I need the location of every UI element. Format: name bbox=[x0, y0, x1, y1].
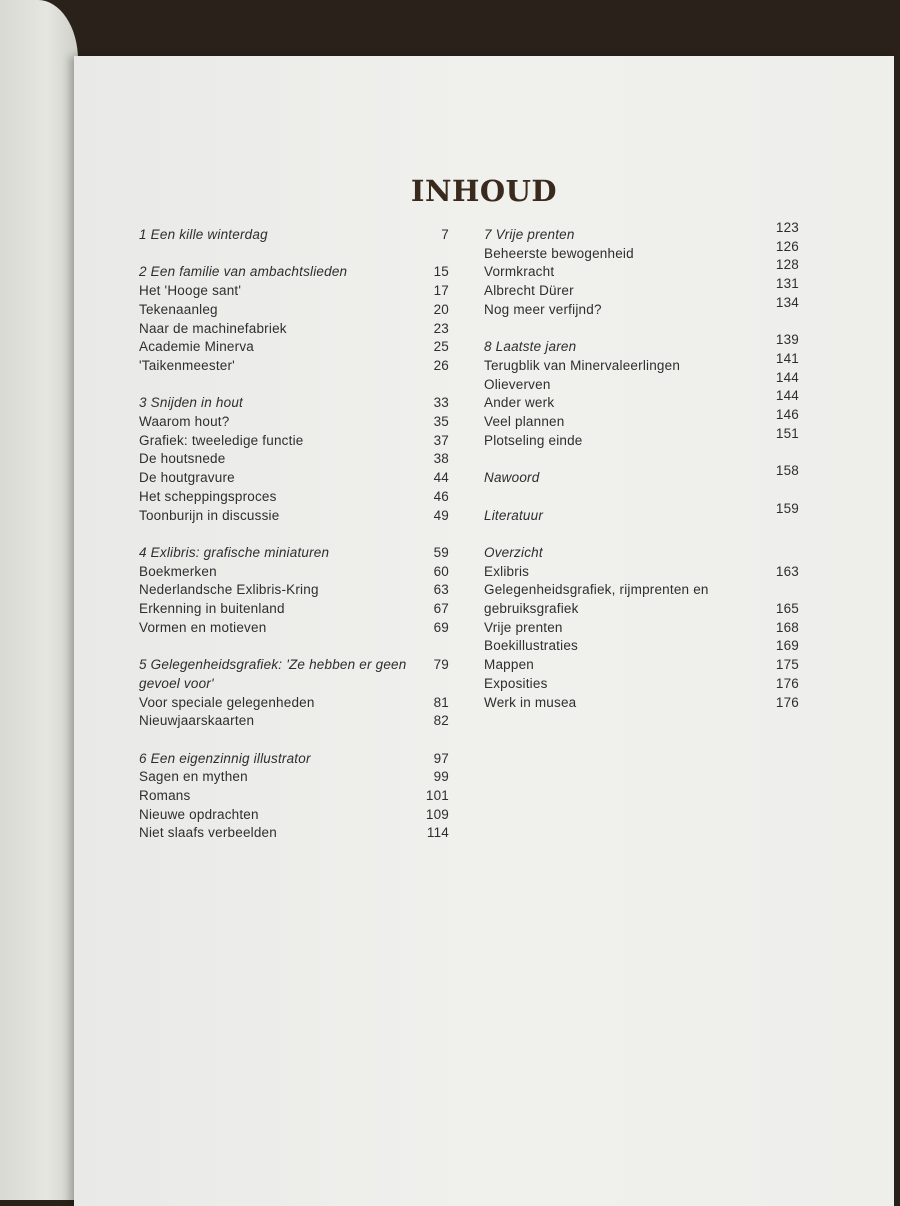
toc-entry bbox=[484, 276, 799, 301]
toc-entry-title: Sagen en mythen bbox=[139, 769, 248, 785]
toc-entry-title: Beheerste bewogenheid bbox=[484, 245, 634, 261]
toc-entry-title: 5 Gelegenheidsgrafiek: 'Ze hebben er geen gevoel voor' bbox=[139, 657, 407, 691]
toc-entry-title: Gelegenheidsgrafiek, rijmprenten en bbox=[484, 582, 709, 598]
toc-page-number: 114 bbox=[426, 825, 449, 841]
toc-page-number: 146 bbox=[775, 407, 799, 423]
toc-entry bbox=[139, 787, 449, 806]
toc-entry-title: Waarom hout? bbox=[139, 414, 230, 429]
toc-page-number: 79 bbox=[433, 657, 449, 673]
toc-entry bbox=[139, 469, 449, 488]
toc-entry-title: Academie Minerva bbox=[139, 339, 254, 355]
toc-entry bbox=[484, 694, 799, 713]
toc-entry bbox=[139, 806, 449, 825]
toc-entry bbox=[139, 507, 449, 526]
toc-entry bbox=[139, 581, 449, 600]
toc-entry-title: Naar de machinefabriek bbox=[139, 320, 287, 336]
toc-entry-title: 4 Exlibris: grafische miniaturen bbox=[139, 544, 330, 560]
toc-page-number: 168 bbox=[775, 619, 799, 635]
toc-entry bbox=[484, 369, 799, 395]
toc-entry-title: Het scheppingsproces bbox=[139, 488, 277, 504]
toc-page-number: 81 bbox=[433, 694, 449, 710]
toc-entry-title: 2 Een familie van ambachtslieden bbox=[139, 264, 348, 280]
toc-entry-title: Veel plannen bbox=[484, 414, 565, 430]
toc-entry-title: Vormkracht bbox=[484, 264, 555, 280]
toc-entry bbox=[139, 563, 449, 582]
toc-page-number: 37 bbox=[433, 432, 449, 448]
toc-chapter-entry bbox=[484, 544, 799, 563]
toc-page-number: 141 bbox=[775, 350, 799, 366]
toc-entry bbox=[139, 432, 449, 451]
toc-entry bbox=[139, 320, 449, 339]
toc-entry-title: Niet slaafs verbeelden bbox=[139, 825, 277, 841]
toc-entry-title: Olieverven bbox=[484, 376, 551, 392]
toc-page-number: 151 bbox=[775, 425, 799, 441]
toc-entry bbox=[139, 712, 449, 731]
toc-entry-title: Exlibris bbox=[484, 563, 530, 579]
toc-entry bbox=[139, 694, 449, 713]
toc-page-number: 82 bbox=[433, 713, 449, 729]
toc-chapter-entry bbox=[484, 332, 799, 357]
toc-entry bbox=[484, 407, 799, 432]
toc-entry bbox=[139, 619, 449, 638]
toc-entry bbox=[484, 425, 799, 451]
toc-chapter-entry bbox=[139, 263, 449, 282]
toc-page-number: 38 bbox=[433, 451, 449, 467]
toc-entry-title: Nederlandsche Exlibris-Kring bbox=[139, 582, 319, 598]
toc-entry bbox=[139, 357, 449, 376]
toc-entry-title: Plotseling einde bbox=[484, 432, 583, 448]
toc-page-number: 176 bbox=[775, 694, 799, 710]
toc-page-number: 59 bbox=[433, 544, 449, 560]
toc-page-number: 97 bbox=[433, 750, 449, 766]
toc-entry-title: Grafiek: tweeledige functie bbox=[139, 432, 304, 448]
toc-page-number: 60 bbox=[433, 563, 449, 579]
toc-entry bbox=[139, 282, 449, 301]
toc-left-column bbox=[139, 226, 449, 843]
toc-chapter-entry bbox=[484, 463, 799, 488]
toc-entry bbox=[484, 388, 799, 413]
toc-entry-title: 6 Een eigenzinnig illustrator bbox=[139, 750, 311, 766]
toc-entry-title: Overzicht bbox=[484, 544, 543, 560]
toc-page-number: 169 bbox=[775, 638, 799, 654]
toc-entry-title: Vrije prenten bbox=[484, 619, 563, 635]
book-page bbox=[74, 56, 894, 1206]
toc-entry bbox=[484, 637, 799, 656]
toc-entry bbox=[484, 294, 799, 320]
toc-entry-title: 8 Laatste jaren bbox=[484, 339, 577, 355]
toc-entry-title: gebruiksgrafiek bbox=[484, 601, 579, 616]
toc-page-number: 63 bbox=[433, 582, 449, 598]
toc-chapter-entry bbox=[139, 544, 449, 563]
toc-chapter-entry bbox=[139, 656, 449, 693]
toc-entry-title: Exposities bbox=[484, 675, 548, 691]
toc-entry bbox=[139, 450, 449, 469]
toc-page-number: 159 bbox=[775, 500, 799, 516]
toc-page-number: 49 bbox=[433, 507, 449, 523]
toc-entry-title: Erkenning in buitenland bbox=[139, 601, 285, 617]
toc-entry-title: Ander werk bbox=[484, 395, 555, 411]
toc-page-number: 15 bbox=[433, 264, 449, 280]
toc-page-number: 20 bbox=[433, 301, 449, 317]
toc-page-number: 7 bbox=[441, 227, 449, 242]
toc-entry bbox=[139, 488, 449, 507]
toc-entry-title: Romans bbox=[139, 788, 191, 804]
toc-page-number: 126 bbox=[775, 238, 799, 254]
toc-chapter-entry bbox=[139, 226, 449, 245]
toc-page-number: 144 bbox=[775, 369, 799, 385]
toc-page-number: 101 bbox=[425, 788, 449, 804]
toc-entry-title: De houtgravure bbox=[139, 470, 235, 486]
toc-entry bbox=[484, 563, 799, 582]
toc-chapter-entry bbox=[484, 500, 799, 526]
toc-entry bbox=[484, 656, 799, 675]
toc-page-number: 123 bbox=[775, 220, 799, 235]
toc-entry-title: Nog meer verfijnd? bbox=[484, 301, 602, 317]
toc-entry-title: Het 'Hooge sant' bbox=[139, 283, 242, 299]
toc-entry-title: Nawoord bbox=[484, 470, 540, 486]
toc-page-number: 25 bbox=[433, 339, 449, 355]
toc-entry bbox=[139, 301, 449, 320]
toc-entry-title: Tekenaanleg bbox=[139, 301, 218, 317]
toc-page-number: 67 bbox=[433, 601, 449, 617]
toc-entry-title: Vormen en motieven bbox=[139, 619, 267, 635]
toc-entry bbox=[484, 675, 799, 694]
toc-page-number: 69 bbox=[433, 619, 449, 635]
toc-entry-title: Albrecht Dürer bbox=[484, 283, 574, 299]
toc-entry bbox=[484, 350, 799, 376]
toc-page-number: 176 bbox=[775, 675, 799, 691]
toc-page-number: 99 bbox=[433, 769, 449, 785]
toc-page-number: 109 bbox=[425, 806, 449, 822]
toc-chapter-entry bbox=[484, 220, 799, 245]
toc-entry bbox=[139, 338, 449, 357]
toc-page-number: 163 bbox=[775, 563, 799, 579]
toc-entry-title: Mappen bbox=[484, 657, 534, 673]
toc-entry-title: 'Taikenmeester' bbox=[139, 357, 235, 373]
toc-entry-title: Voor speciale gelegenheden bbox=[139, 694, 315, 710]
page-title: INHOUD bbox=[410, 174, 558, 208]
toc-entry-title: Nieuwe opdrachten bbox=[139, 806, 259, 822]
toc-page-number: 46 bbox=[433, 488, 449, 504]
toc-page-number: 144 bbox=[775, 388, 799, 404]
toc-page-number: 128 bbox=[775, 257, 799, 273]
toc-entry-title: 7 Vrije prenten bbox=[484, 227, 575, 242]
toc-entry bbox=[139, 600, 449, 619]
toc-right-column bbox=[484, 220, 799, 712]
toc-entry-title: Boekillustraties bbox=[484, 638, 578, 654]
toc-entry bbox=[484, 238, 799, 264]
toc-entry bbox=[484, 619, 799, 638]
toc-page-number: 33 bbox=[433, 395, 449, 411]
toc-entry-title: 1 Een kille winterdag bbox=[139, 227, 268, 242]
toc-page-number: 35 bbox=[433, 414, 449, 429]
toc-page-number: 175 bbox=[775, 657, 799, 673]
toc-page-number: 26 bbox=[433, 357, 449, 373]
toc-entry bbox=[484, 581, 799, 600]
toc-page-number: 165 bbox=[775, 601, 799, 616]
toc-chapter-entry bbox=[139, 750, 449, 769]
toc-entry-title: Werk in musea bbox=[484, 694, 577, 710]
toc-page-number: 17 bbox=[433, 283, 449, 299]
toc-entry-title: Toonburijn in discussie bbox=[139, 507, 280, 523]
toc-entry-title: Boekmerken bbox=[139, 563, 217, 579]
toc-page-number: 134 bbox=[775, 294, 799, 310]
toc-page-number: 139 bbox=[775, 332, 799, 348]
toc-entry-title: Nieuwjaarskaarten bbox=[139, 713, 255, 729]
facing-page-edge bbox=[0, 0, 78, 1200]
toc-page-number: 23 bbox=[433, 320, 449, 336]
toc-entry bbox=[484, 600, 799, 619]
toc-chapter-entry bbox=[139, 394, 449, 413]
toc-entry-title: 3 Snijden in hout bbox=[139, 395, 243, 411]
toc-page-number: 131 bbox=[775, 276, 799, 292]
toc-entry bbox=[484, 257, 799, 282]
toc-page-number: 158 bbox=[775, 463, 799, 479]
toc-page-number: 44 bbox=[433, 470, 449, 486]
toc-entry-title: De houtsnede bbox=[139, 451, 226, 467]
toc-entry-title: Terugblik van Minervaleerlingen bbox=[484, 357, 681, 373]
toc-entry bbox=[139, 413, 449, 432]
toc-entry-title: Literatuur bbox=[484, 507, 544, 523]
toc-entry bbox=[139, 824, 449, 843]
toc-entry bbox=[139, 768, 449, 787]
